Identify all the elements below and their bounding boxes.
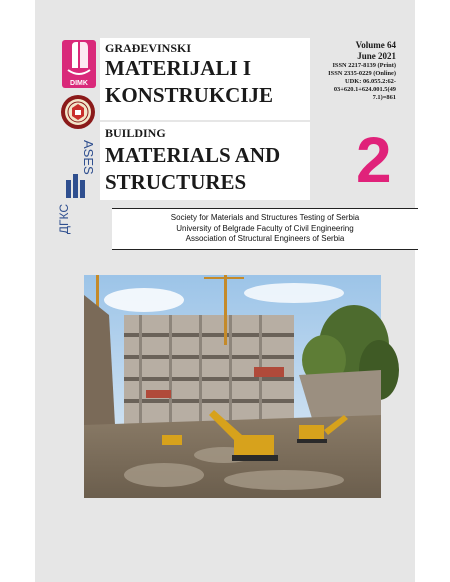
dimk-logo — [62, 40, 96, 88]
issn-online: ISSN 2335-0229 (Online) — [328, 70, 396, 77]
issue-date: June 2021 — [357, 51, 396, 61]
society-block — [112, 208, 418, 250]
ases-logo-icon — [57, 136, 96, 242]
issue-number: 2 — [356, 124, 392, 196]
title-en-line1: BUILDING — [105, 126, 166, 140]
title-en-line2: MATERIALS AND — [105, 143, 281, 167]
university-seal-icon — [60, 94, 96, 130]
ases-text: ASES — [81, 140, 96, 175]
udk-line3: 7.1)=861 — [372, 94, 396, 101]
construction-site-photo — [84, 275, 381, 498]
society-line1: Society for Materials and Structures Testing of Serbia — [170, 213, 360, 222]
dimk-emblem-icon — [62, 40, 96, 80]
udk-line1: UDK: 06.055.2:62- — [345, 78, 396, 85]
society-line3: Association of Structural Engineers of Serbia — [185, 234, 345, 243]
publication-info — [312, 40, 396, 102]
title-sr-line1: GRAĐEVINSKI — [105, 41, 192, 55]
dgks-text: ДГКС — [57, 204, 71, 235]
issn-print: ISSN 2217-8139 (Print) — [332, 62, 396, 69]
title-sr-line3: KONSTRUKCIJE — [105, 83, 274, 107]
title-serbian-block — [100, 38, 310, 120]
society-line2: University of Belgrade Faculty of Civil Engineering — [176, 223, 354, 233]
title-english-block — [100, 122, 310, 200]
volume: Volume 64 — [355, 40, 396, 50]
udk-line2: 03+620.1+624.001.5(49 — [333, 86, 396, 93]
title-en-line3: STRUCTURES — [105, 170, 247, 194]
title-sr-line2: MATERIJALI I — [105, 56, 252, 80]
dimk-label: DIMK — [70, 80, 88, 87]
